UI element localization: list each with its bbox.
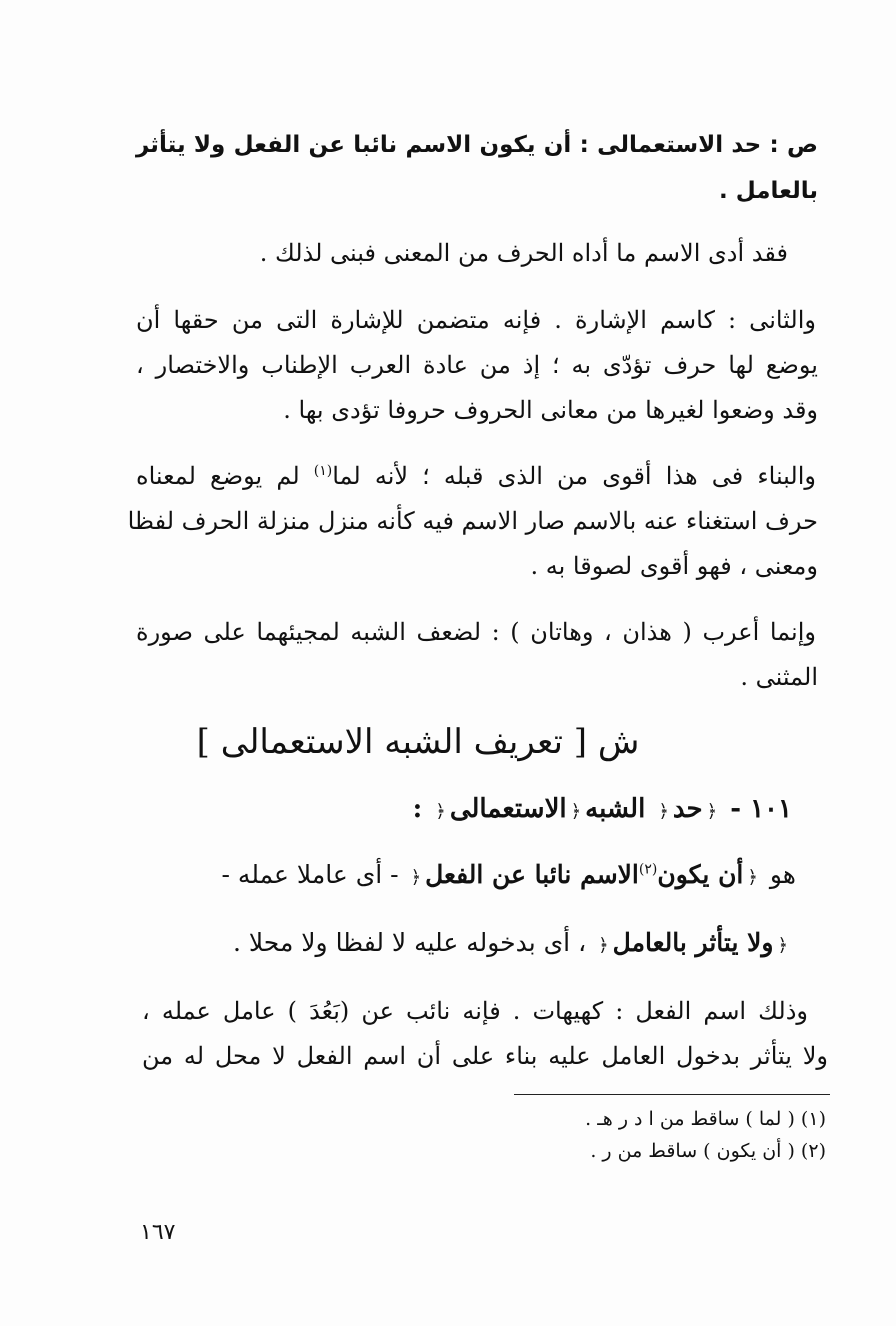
matn-line-1: ص : حد الاستعمالى : أن يكون الاسم نائبا عن الفعل ولا يتأثر [136,132,818,158]
para4-line-2: المثنى . [740,663,818,691]
def-an-yakun: أن يكون [657,860,744,889]
def-la-yataathar: ولا يتأثر بالعامل [612,928,774,957]
subheading-word-shabah: الشبه [585,794,646,824]
para4-line-1: وإنما أعرب ( هذان ، وهاتان ) : لضعف الشبه لمجيئهما على صورة [136,618,816,646]
para3-line-1 [136,459,816,493]
def-explanation-2: ، أى بدخوله عليه لا لفظا ولا محلا . [233,928,587,957]
section-heading: ش [ تعريف الشبه الاستعمالى ] [196,722,640,762]
definition-line-1 [222,858,796,895]
def-huwa: هو [769,860,796,889]
ornament-bracket-icon: ﴿ [658,801,669,822]
def-ism-naib: الاسم نائبا عن الفعل [425,860,639,889]
footnote-1: (١) ( لما ) ساقط من ا د ر هـ . [585,1108,826,1130]
footnote-2: (٢) ( أن يكون ) ساقط من ر . [590,1140,826,1162]
para5-line-1: وذلك اسم الفعل : كهيهات . فإنه نائب عن (بَعُدَ ) عامل عمله ، [142,997,808,1025]
subheading-word-istimali: الاستعمالى [449,794,567,824]
ornament-bracket-icon: ﴿ [570,801,582,822]
subheading-number: ١٠١ - [730,794,792,824]
para3-line-2: حرف استغناء عنه بالاسم صار الاسم فيه كأنه منزل منزلة الحرف لفظا [127,507,818,535]
ornament-bracket-icon: ﴿ [410,867,422,888]
def-explanation-1: - أى عاملا عمله - [221,860,399,889]
ornament-bracket-icon: ﴿ [435,801,446,822]
matn-line-2: بالعامل . [718,178,818,204]
ornament-bracket-icon: ﴿ [598,935,609,956]
para2-line-1: والثانى : كاسم الإشارة . فإنه متضمن للإشارة التى من حقها أن [136,306,816,334]
ornament-bracket-icon: ﴿ [747,867,758,888]
definition-subheading [413,792,792,829]
subheading-colon: : [412,794,423,824]
para2-line-3: وقد وضعوا لغيرها من معانى الحروف حروفا تؤدى بها . [283,396,818,424]
definition-line-2 [233,926,792,963]
footnote-ref-2: (٢) [638,861,658,878]
ornament-bracket-icon: ﴿ [706,801,718,822]
para3-line-1-text-a: والبناء فى هذا أقوى من الذى قبله ؛ لأنه لما [332,462,816,490]
subheading-word-hadd: حد [672,794,703,824]
para3-line-1-text-b: لم يوضع لمعناه [136,462,314,490]
para5-line-2: ولا يتأثر بدخول العامل عليه بناء على أن اسم الفعل لا محل له من [142,1042,828,1070]
page-number: ١٦٧ [140,1220,176,1245]
footnote-ref-1: (١) [313,463,333,479]
footnote-divider [514,1094,830,1095]
ornament-bracket-icon: ﴿ [777,935,788,956]
para3-line-3: ومعنى ، فهو أقوى لصوقا به . [530,552,818,580]
para2-line-2: يوضع لها حرف تؤدّى به ؛ إذ من عادة العرب الإطناب والاختصار ، [136,351,818,379]
para1-line-1: فقد أدى الاسم ما أداه الحرف من المعنى فبنى لذلك . [259,239,788,267]
